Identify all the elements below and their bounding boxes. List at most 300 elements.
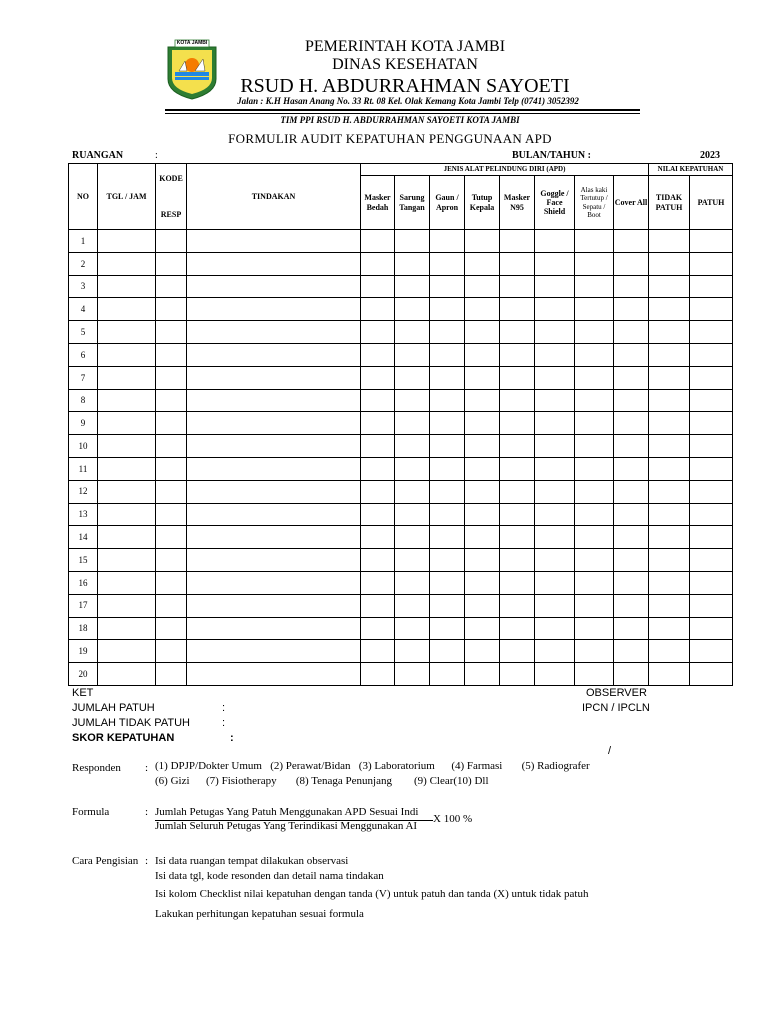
table-cell[interactable]	[361, 366, 395, 389]
table-cell[interactable]	[614, 321, 649, 344]
table-cell[interactable]	[649, 435, 690, 458]
table-cell[interactable]	[395, 617, 430, 640]
table-cell[interactable]	[156, 663, 187, 686]
table-cell[interactable]	[465, 321, 500, 344]
table-cell[interactable]	[614, 230, 649, 253]
header-resp: RESP	[160, 210, 182, 220]
table-cell[interactable]	[575, 663, 614, 686]
formula-numerator: Jumlah Petugas Yang Patuh Menggunakan APD Sesuai Indi	[155, 806, 419, 818]
table-cell[interactable]	[500, 526, 535, 549]
table-cell[interactable]	[535, 343, 575, 366]
table-cell[interactable]	[690, 526, 733, 549]
table-cell[interactable]	[465, 594, 500, 617]
table-cell[interactable]	[395, 526, 430, 549]
table-cell[interactable]	[649, 480, 690, 503]
table-cell[interactable]	[361, 526, 395, 549]
table-cell[interactable]	[395, 457, 430, 480]
table-cell[interactable]	[575, 298, 614, 321]
table-cell[interactable]	[156, 412, 187, 435]
table-cell[interactable]	[690, 503, 733, 526]
table-cell[interactable]	[187, 549, 361, 572]
table-cell[interactable]	[430, 435, 465, 458]
table-cell[interactable]	[98, 321, 156, 344]
table-cell[interactable]	[575, 252, 614, 275]
table-cell[interactable]	[500, 640, 535, 663]
letterhead-department: DINAS KESEHATAN	[332, 56, 478, 73]
table-cell[interactable]	[98, 252, 156, 275]
table-cell[interactable]	[430, 594, 465, 617]
table-cell[interactable]	[98, 457, 156, 480]
header-tutup-kepala: Tutup Kepala	[465, 176, 500, 230]
table-cell[interactable]	[156, 617, 187, 640]
table-cell[interactable]	[500, 298, 535, 321]
table-cell[interactable]	[500, 617, 535, 640]
table-cell[interactable]	[614, 549, 649, 572]
table-cell[interactable]	[500, 389, 535, 412]
table-cell[interactable]	[361, 640, 395, 663]
table-cell[interactable]	[98, 389, 156, 412]
table-cell[interactable]	[187, 480, 361, 503]
table-cell[interactable]	[614, 343, 649, 366]
table-cell[interactable]	[361, 549, 395, 572]
table-cell[interactable]	[575, 571, 614, 594]
table-cell[interactable]	[575, 389, 614, 412]
table-cell[interactable]	[98, 366, 156, 389]
table-cell[interactable]	[535, 366, 575, 389]
table-cell[interactable]	[500, 275, 535, 298]
row-number: 20	[69, 663, 98, 686]
table-cell[interactable]	[156, 389, 187, 412]
table-cell[interactable]	[649, 343, 690, 366]
table-cell[interactable]	[690, 594, 733, 617]
table-cell[interactable]	[430, 275, 465, 298]
table-cell[interactable]	[395, 663, 430, 686]
table-cell[interactable]	[187, 252, 361, 275]
table-cell[interactable]	[690, 252, 733, 275]
row-number: 10	[69, 435, 98, 458]
table-cell[interactable]	[649, 275, 690, 298]
table-cell[interactable]	[395, 321, 430, 344]
table-cell[interactable]	[361, 663, 395, 686]
table-cell[interactable]	[649, 663, 690, 686]
table-cell[interactable]	[535, 321, 575, 344]
table-cell[interactable]	[575, 275, 614, 298]
table-cell[interactable]	[535, 594, 575, 617]
table-cell[interactable]	[395, 503, 430, 526]
table-cell[interactable]	[690, 549, 733, 572]
table-cell[interactable]	[430, 503, 465, 526]
table-cell[interactable]	[156, 480, 187, 503]
table-cell[interactable]	[395, 343, 430, 366]
table-cell[interactable]	[395, 389, 430, 412]
table-cell[interactable]	[500, 321, 535, 344]
table-cell[interactable]	[465, 663, 500, 686]
table-cell[interactable]	[575, 617, 614, 640]
table-cell[interactable]	[156, 252, 187, 275]
header-kode-resp	[156, 164, 187, 230]
table-cell[interactable]	[156, 526, 187, 549]
table-cell[interactable]	[98, 435, 156, 458]
table-cell[interactable]	[465, 252, 500, 275]
row-number: 8	[69, 389, 98, 412]
table-cell[interactable]	[465, 230, 500, 253]
table-cell[interactable]	[690, 571, 733, 594]
table-cell[interactable]	[187, 298, 361, 321]
jumlah-patuh-label: JUMLAH PATUH	[72, 702, 155, 714]
table-cell[interactable]	[187, 343, 361, 366]
table-cell[interactable]	[649, 298, 690, 321]
table-cell[interactable]	[98, 503, 156, 526]
cara-step-4: Lakukan perhitungan kepatuhan sesuai formula	[155, 908, 364, 920]
row-number: 16	[69, 571, 98, 594]
table-cell[interactable]	[614, 366, 649, 389]
table-cell[interactable]	[156, 435, 187, 458]
table-cell[interactable]	[361, 480, 395, 503]
table-cell[interactable]	[500, 480, 535, 503]
table-cell[interactable]	[98, 412, 156, 435]
table-cell[interactable]	[500, 503, 535, 526]
table-cell[interactable]	[430, 252, 465, 275]
table-cell[interactable]	[395, 412, 430, 435]
table-cell[interactable]	[361, 457, 395, 480]
table-cell[interactable]	[430, 343, 465, 366]
table-cell[interactable]	[649, 252, 690, 275]
table-cell[interactable]	[187, 503, 361, 526]
table-cell[interactable]	[535, 275, 575, 298]
table-cell[interactable]	[361, 389, 395, 412]
table-cell[interactable]	[649, 571, 690, 594]
table-cell[interactable]	[430, 663, 465, 686]
table-cell[interactable]	[395, 298, 430, 321]
table-cell[interactable]	[156, 275, 187, 298]
table-cell[interactable]	[98, 571, 156, 594]
table-cell[interactable]	[98, 549, 156, 572]
table-cell[interactable]	[187, 412, 361, 435]
table-cell[interactable]	[535, 435, 575, 458]
table-cell[interactable]	[465, 435, 500, 458]
table-cell[interactable]	[649, 640, 690, 663]
table-cell[interactable]	[614, 594, 649, 617]
table-cell[interactable]	[575, 457, 614, 480]
table-cell[interactable]	[98, 275, 156, 298]
formula-colon: :	[145, 806, 149, 818]
table-cell[interactable]	[361, 343, 395, 366]
formula-label: Formula	[72, 806, 110, 818]
table-cell[interactable]	[649, 617, 690, 640]
table-cell[interactable]	[187, 389, 361, 412]
table-cell[interactable]	[395, 480, 430, 503]
table-row	[69, 230, 733, 253]
table-cell[interactable]	[614, 389, 649, 412]
table-cell[interactable]	[535, 617, 575, 640]
table-cell[interactable]	[395, 571, 430, 594]
table-cell[interactable]	[614, 640, 649, 663]
header-tidak-patuh: TIDAK PATUH	[649, 176, 690, 230]
table-cell[interactable]	[156, 594, 187, 617]
table-cell[interactable]	[614, 412, 649, 435]
table-cell[interactable]	[430, 366, 465, 389]
table-cell[interactable]	[187, 457, 361, 480]
table-cell[interactable]	[535, 480, 575, 503]
table-cell[interactable]	[430, 549, 465, 572]
table-cell[interactable]	[156, 321, 187, 344]
row-number: 3	[69, 275, 98, 298]
table-cell[interactable]	[465, 503, 500, 526]
table-cell[interactable]	[535, 549, 575, 572]
table-cell[interactable]	[465, 298, 500, 321]
table-cell[interactable]	[187, 275, 361, 298]
table-cell[interactable]	[690, 617, 733, 640]
table-cell[interactable]	[535, 412, 575, 435]
table-cell[interactable]	[690, 230, 733, 253]
table-cell[interactable]	[430, 571, 465, 594]
table-cell[interactable]	[649, 366, 690, 389]
table-cell[interactable]	[361, 252, 395, 275]
table-cell[interactable]	[430, 412, 465, 435]
table-cell[interactable]	[361, 275, 395, 298]
table-cell[interactable]	[361, 503, 395, 526]
table-cell[interactable]	[156, 366, 187, 389]
table-cell[interactable]	[361, 594, 395, 617]
table-cell[interactable]	[156, 549, 187, 572]
table-cell[interactable]	[614, 571, 649, 594]
header-cover-all: Cover All	[614, 176, 649, 230]
table-cell[interactable]	[649, 230, 690, 253]
table-cell[interactable]	[614, 252, 649, 275]
table-cell[interactable]	[187, 571, 361, 594]
table-cell[interactable]	[465, 571, 500, 594]
table-cell[interactable]	[361, 617, 395, 640]
table-cell[interactable]	[500, 230, 535, 253]
table-cell[interactable]	[187, 366, 361, 389]
table-cell[interactable]	[156, 503, 187, 526]
table-cell[interactable]	[690, 389, 733, 412]
table-cell[interactable]	[187, 617, 361, 640]
row-number: 4	[69, 298, 98, 321]
table-cell[interactable]	[187, 594, 361, 617]
table-cell[interactable]	[430, 389, 465, 412]
table-row	[69, 457, 733, 480]
table-row	[69, 663, 733, 686]
table-cell[interactable]	[575, 594, 614, 617]
table-cell[interactable]	[500, 594, 535, 617]
table-cell[interactable]	[575, 640, 614, 663]
table-cell[interactable]	[690, 412, 733, 435]
table-cell[interactable]	[500, 343, 535, 366]
table-cell[interactable]	[535, 252, 575, 275]
table-cell[interactable]	[156, 343, 187, 366]
table-cell[interactable]	[361, 298, 395, 321]
table-cell[interactable]	[614, 457, 649, 480]
table-row	[69, 275, 733, 298]
table-cell[interactable]	[465, 549, 500, 572]
table-cell[interactable]	[535, 526, 575, 549]
table-cell[interactable]	[465, 343, 500, 366]
table-cell[interactable]	[395, 230, 430, 253]
table-cell[interactable]	[575, 549, 614, 572]
table-cell[interactable]	[500, 571, 535, 594]
observer-role: IPCN / IPCLN	[582, 702, 650, 714]
table-cell[interactable]	[575, 366, 614, 389]
table-cell[interactable]	[465, 275, 500, 298]
table-cell[interactable]	[430, 617, 465, 640]
table-cell[interactable]	[614, 503, 649, 526]
table-cell[interactable]	[395, 640, 430, 663]
table-cell[interactable]	[690, 663, 733, 686]
header-tgl-jam: TGL / JAM	[98, 164, 156, 230]
table-cell[interactable]	[614, 298, 649, 321]
table-cell[interactable]	[500, 457, 535, 480]
table-cell[interactable]	[395, 594, 430, 617]
table-cell[interactable]	[614, 617, 649, 640]
table-cell[interactable]	[98, 230, 156, 253]
table-cell[interactable]	[649, 412, 690, 435]
table-cell[interactable]	[575, 480, 614, 503]
table-cell[interactable]	[187, 640, 361, 663]
table-cell[interactable]	[649, 594, 690, 617]
table-cell[interactable]	[465, 389, 500, 412]
table-cell[interactable]	[649, 549, 690, 572]
table-cell[interactable]	[614, 275, 649, 298]
table-cell[interactable]	[535, 663, 575, 686]
table-cell[interactable]	[575, 526, 614, 549]
table-cell[interactable]	[465, 480, 500, 503]
table-cell[interactable]	[156, 298, 187, 321]
table-cell[interactable]	[156, 571, 187, 594]
row-number: 7	[69, 366, 98, 389]
table-cell[interactable]	[395, 252, 430, 275]
table-cell[interactable]	[690, 275, 733, 298]
table-row	[69, 617, 733, 640]
table-cell[interactable]	[500, 549, 535, 572]
table-cell[interactable]	[187, 230, 361, 253]
header-masker-bedah: Masker Bedah	[361, 176, 395, 230]
table-cell[interactable]	[395, 366, 430, 389]
table-cell[interactable]	[430, 480, 465, 503]
table-cell[interactable]	[690, 343, 733, 366]
table-cell[interactable]	[430, 230, 465, 253]
table-cell[interactable]	[187, 435, 361, 458]
formula-multiplier: X 100 %	[433, 813, 473, 825]
table-cell[interactable]	[649, 321, 690, 344]
table-cell[interactable]	[690, 366, 733, 389]
table-cell[interactable]	[395, 549, 430, 572]
table-cell[interactable]	[465, 526, 500, 549]
table-cell[interactable]	[690, 435, 733, 458]
table-cell[interactable]	[690, 298, 733, 321]
table-cell[interactable]	[690, 457, 733, 480]
table-cell[interactable]	[465, 366, 500, 389]
table-cell[interactable]	[98, 663, 156, 686]
table-cell[interactable]	[614, 480, 649, 503]
table-cell[interactable]	[575, 343, 614, 366]
table-cell[interactable]	[614, 663, 649, 686]
table-cell[interactable]	[535, 389, 575, 412]
table-cell[interactable]	[649, 526, 690, 549]
table-cell[interactable]	[500, 412, 535, 435]
table-row	[69, 298, 733, 321]
table-cell[interactable]	[430, 321, 465, 344]
table-cell[interactable]	[187, 321, 361, 344]
table-cell[interactable]	[575, 321, 614, 344]
table-cell[interactable]	[500, 366, 535, 389]
table-cell[interactable]	[690, 480, 733, 503]
table-cell[interactable]	[465, 617, 500, 640]
table-cell[interactable]	[535, 640, 575, 663]
table-cell[interactable]	[690, 640, 733, 663]
table-cell[interactable]	[614, 435, 649, 458]
table-cell[interactable]	[156, 640, 187, 663]
table-cell[interactable]	[465, 412, 500, 435]
table-cell[interactable]	[500, 663, 535, 686]
table-cell[interactable]	[614, 526, 649, 549]
table-cell[interactable]	[98, 298, 156, 321]
table-cell[interactable]	[156, 230, 187, 253]
table-cell[interactable]	[649, 457, 690, 480]
cara-step-3: Isi kolom Checklist nilai kepatuhan dengan tanda (V) untuk patuh dan tanda (X) untuk tidak patuh	[155, 888, 589, 900]
row-number: 2	[69, 252, 98, 275]
year-value: 2023	[700, 150, 720, 161]
table-cell[interactable]	[156, 457, 187, 480]
table-cell[interactable]	[535, 503, 575, 526]
table-cell[interactable]	[649, 503, 690, 526]
jumlah-tidak-patuh-colon: :	[222, 717, 226, 729]
table-cell[interactable]	[361, 230, 395, 253]
table-cell[interactable]	[575, 435, 614, 458]
table-cell[interactable]	[535, 571, 575, 594]
table-cell[interactable]	[430, 526, 465, 549]
table-cell[interactable]	[575, 412, 614, 435]
letterhead-hospital: RSUD H. ABDURRAHMAN SAYOETI	[240, 75, 570, 97]
table-cell[interactable]	[430, 298, 465, 321]
table-cell[interactable]	[395, 435, 430, 458]
table-cell[interactable]	[361, 321, 395, 344]
table-cell[interactable]	[98, 617, 156, 640]
signature-slash: /	[608, 745, 612, 757]
table-cell[interactable]	[465, 640, 500, 663]
table-cell[interactable]	[98, 480, 156, 503]
table-cell[interactable]	[649, 389, 690, 412]
table-row	[69, 571, 733, 594]
table-cell[interactable]	[98, 594, 156, 617]
table-cell[interactable]	[535, 457, 575, 480]
table-cell[interactable]	[465, 457, 500, 480]
table-cell[interactable]	[500, 435, 535, 458]
table-cell[interactable]	[690, 321, 733, 344]
header-alas-kaki: Alas kaki Tertutup / Sepatu / Boot	[575, 176, 614, 230]
table-cell[interactable]	[395, 275, 430, 298]
table-cell[interactable]	[535, 230, 575, 253]
table-row	[69, 526, 733, 549]
letterhead-government: PEMERINTAH KOTA JAMBI	[304, 38, 506, 55]
table-cell[interactable]	[361, 435, 395, 458]
table-cell[interactable]	[361, 571, 395, 594]
table-cell[interactable]	[430, 457, 465, 480]
table-cell[interactable]	[187, 526, 361, 549]
table-cell[interactable]	[575, 503, 614, 526]
table-cell[interactable]	[535, 298, 575, 321]
header-masker-n95: Masker N95	[500, 176, 535, 230]
table-cell[interactable]	[187, 663, 361, 686]
row-number: 12	[69, 480, 98, 503]
table-cell[interactable]	[361, 412, 395, 435]
table-cell[interactable]	[98, 343, 156, 366]
table-cell[interactable]	[98, 526, 156, 549]
table-cell[interactable]	[430, 640, 465, 663]
table-cell[interactable]	[500, 252, 535, 275]
table-cell[interactable]	[98, 640, 156, 663]
table-cell[interactable]	[575, 230, 614, 253]
